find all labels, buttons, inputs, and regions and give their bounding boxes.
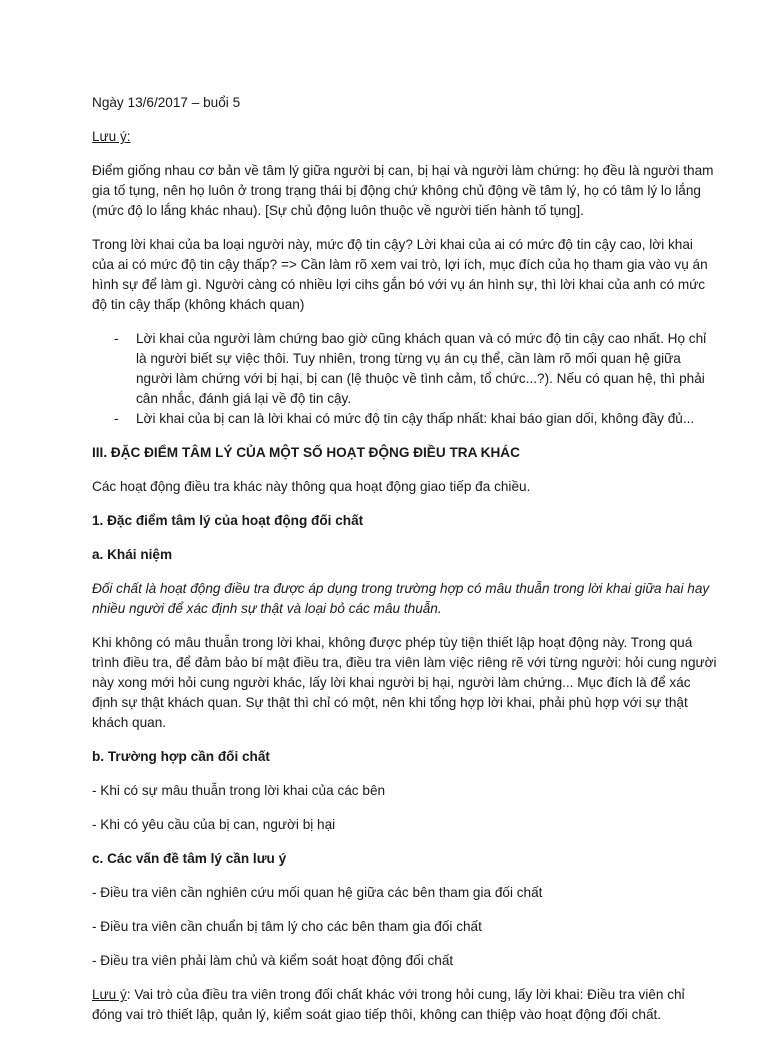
list-item-text: Lời khai của bị can là lời khai có mức độ tin cậy thấp nhất: khai báo gian dối, không đầy đủ...: [136, 411, 695, 426]
note-heading: Lưu ý:: [92, 129, 131, 144]
psychology-item: - Điều tra viên cần chuẩn bị tâm lý cho các bên tham gia đối chất: [92, 919, 482, 934]
list-item-text: Lời khai của người làm chứng bao giờ cũng khách quan và có mức độ tin cậy cao nhất. Họ chỉ là người biết sự việc thôi. Tuy nhiên, trong từng vụ án cụ thể, cần làm rõ mối quan hệ giữa người làm chứng với bị hại, bị can (lệ thuộc về tình cảm, tổ chức...?). Nếu có quan hệ, thì phải cân nhắc, đánh giá lại về độ tin cậy.: [136, 331, 707, 406]
case-item: - Khi có sự mâu thuẫn trong lời khai của các bên: [92, 783, 386, 798]
section-3-heading: III. ĐẶC ĐIỂM TÂM LÝ CỦA MỘT SỐ HOẠT ĐỘNG ĐIỀU TRA KHÁC: [92, 445, 520, 460]
psychology-item: - Điều tra viên phải làm chủ và kiểm soát hoạt động đối chất: [92, 953, 454, 968]
subsection-a-heading: a. Khái niệm: [92, 547, 173, 562]
final-note-paragraph: [92, 985, 718, 1025]
dash-bullet-mark: -: [114, 331, 119, 346]
paragraph-similarities: Điểm giống nhau cơ bản về tâm lý giữa người bị can, bị hại và người làm chứng: họ đều là người tham gia tố tụng, nên họ luôn ở trong trạng thái bị động chứ không chủ động về tâm lý, họ có tâm lý lo lắng (mức độ lo lắng khác nhau). [Sự chủ động luôn thuộc về người tiến hành tố tụng].: [92, 163, 714, 218]
subsection-b-heading: b. Trường hợp cần đối chất: [92, 749, 270, 764]
final-note-label: Lưu ý: [92, 987, 127, 1002]
document-page: [92, 93, 718, 1039]
paragraph-reliability: Trong lời khai của ba loại người này, mức độ tin cậy? Lời khai của ai có mức độ tin cậy cao, lời khai của ai có mức độ tin cậy thấp? => Cần làm rõ xem vai trò, lợi ích, mục đích của họ tham gia vào vụ án hình sự để làm gì. Người càng có nhiều lợi cihs gắn bó với vụ án hình sự, thì lời khai của anh có mức độ tin cậy thấp (không khách quan): [92, 237, 708, 312]
subsection-c-heading: c. Các vấn đề tâm lý cần lưu ý: [92, 851, 287, 866]
final-note-text: : Vai trò của điều tra viên trong đối chất khác với trong hỏi cung, lấy lời khai: Điều tra viên chỉ đóng vai trò thiết lập, quản lý, kiểm soát giao tiếp thôi, không can thiệp vào hoạt động đối chất.: [92, 987, 685, 1022]
subsection-1-heading: 1. Đặc điểm tâm lý của hoạt động đối chất: [92, 513, 364, 528]
dash-bullet-mark: -: [114, 411, 119, 426]
date-line: Ngày 13/6/2017 – buổi 5: [92, 95, 241, 110]
case-item: - Khi có yêu cầu của bị can, người bị hại: [92, 817, 336, 832]
definition-paragraph: Đối chất là hoạt động điều tra được áp dụng trong trường hợp có mâu thuẫn trong lời khai giữa hai hay nhiều người để xác định sự thật và loại bỏ các mâu thuẫn.: [92, 581, 710, 616]
list-item: [92, 329, 718, 409]
reliability-bullet-list: [92, 329, 718, 429]
list-item: [92, 409, 718, 429]
paragraph-no-contradiction: Khi không có mâu thuẫn trong lời khai, không được phép tùy tiện thiết lập hoạt động này. Trong quá trình điều tra, để đảm bảo bí mật điều tra, điều tra viên làm việc riêng rẽ với từng người: hỏi cung người này xong mới hỏi cung người khác, lấy lời khai người bị hại, người làm chứng... Mục đích là để xác định sự thật khách quan. Sự thật thì chỉ có một, nên khi tổng hợp lời khai, phải phù hợp với sự thật khách quan.: [92, 635, 717, 730]
section-3-intro: Các hoạt động điều tra khác này thông qua hoạt động giao tiếp đa chiều.: [92, 479, 531, 494]
psychology-item: - Điều tra viên cần nghiên cứu mối quan hệ giữa các bên tham gia đối chất: [92, 885, 543, 900]
